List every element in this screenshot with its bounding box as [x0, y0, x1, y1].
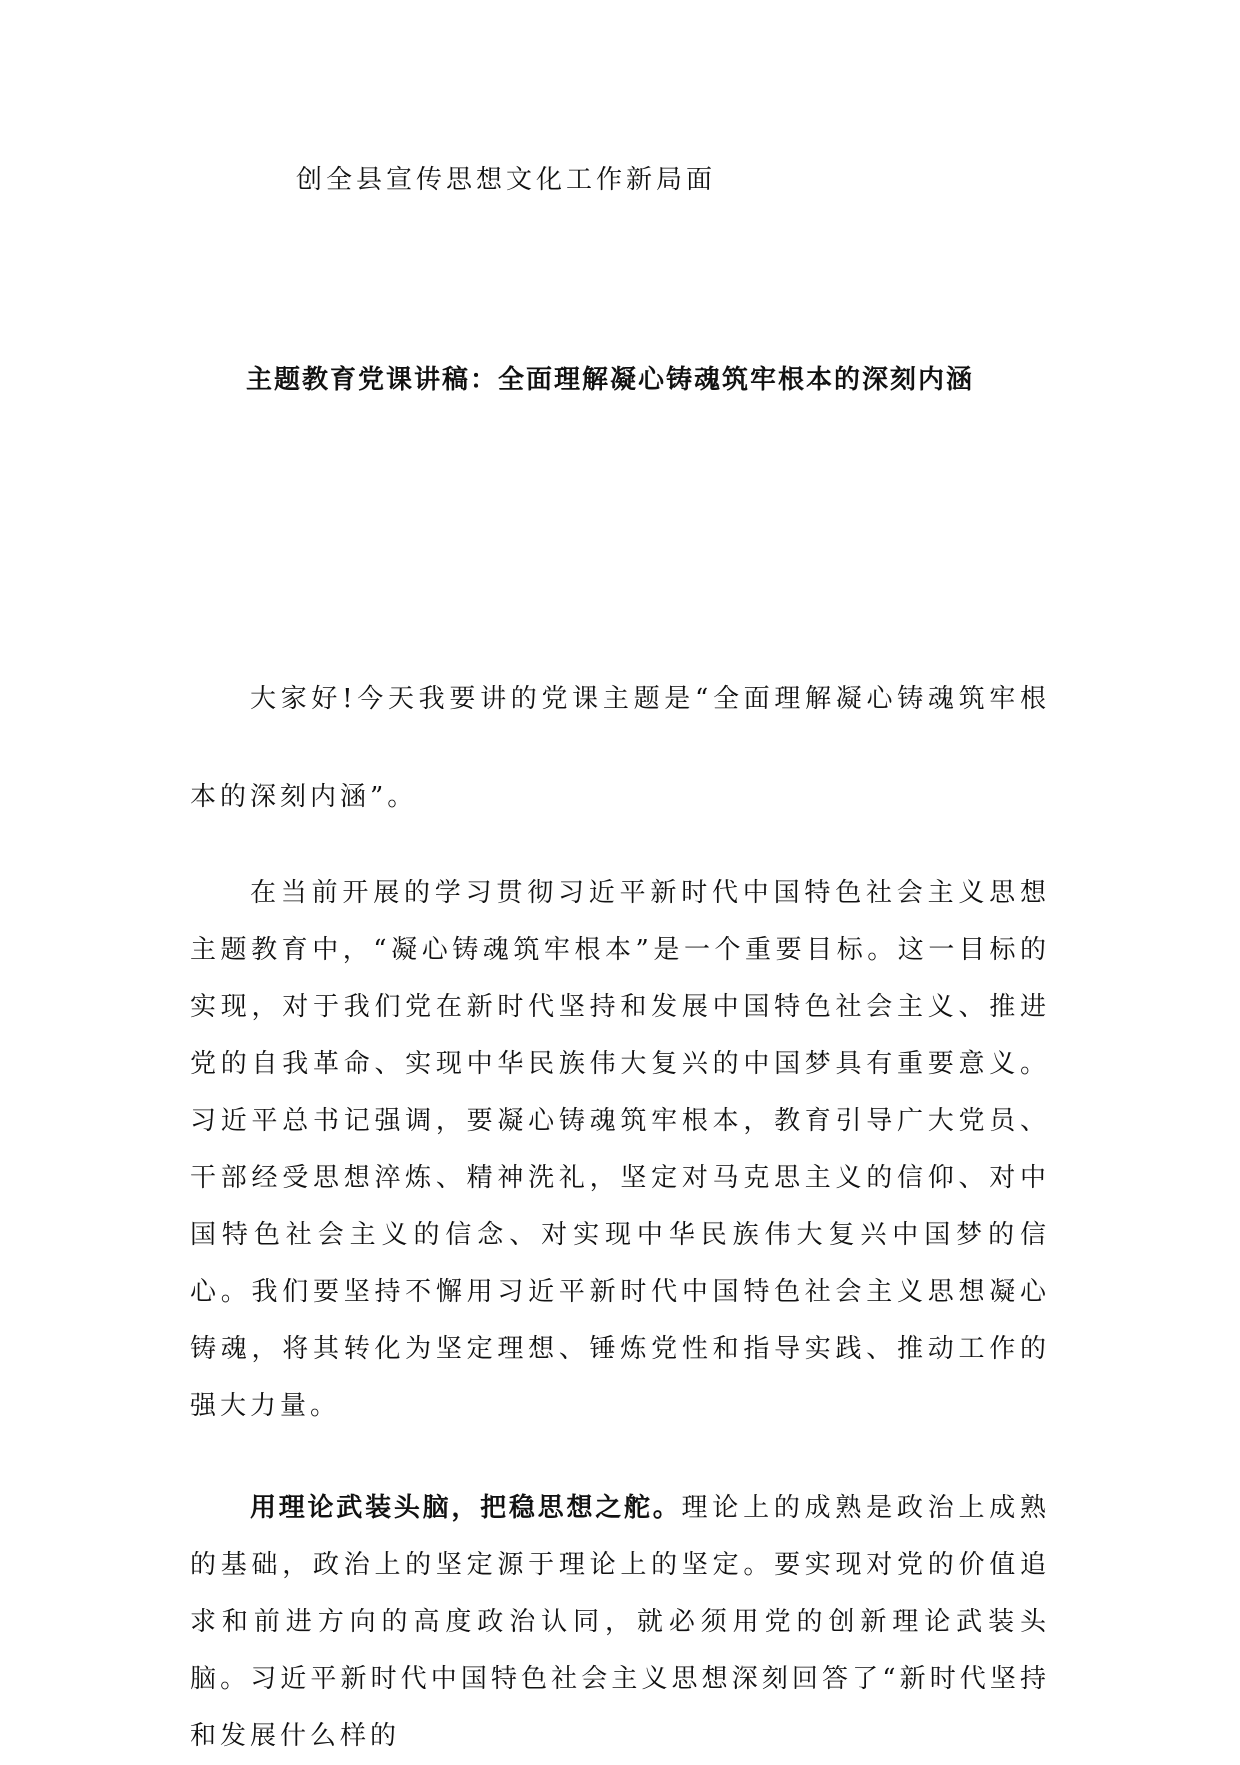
paragraph-theory — [190, 1480, 1050, 1765]
paragraph-theory-lead: 用理论武装头脑，把稳思想之舵。 — [250, 1493, 682, 1523]
paragraph-greeting — [190, 650, 1050, 846]
document-title: 主题教育党课讲稿：全面理解凝心铸魂筑牢根本的深刻内涵 — [246, 365, 975, 395]
paragraph-context — [190, 865, 1050, 1435]
paragraph-context-text: 在当前开展的学习贯彻习近平新时代中国特色社会主义思想主题教育中，“凝心铸魂筑牢根本”是一个重要目标。这一目标的实现，对于我们党在新时代坚持和发展中国特色社会主义、推进党的自我革命、实现中华民族伟大复兴的中国梦具有重要意义。习近平总书记强调，要凝心铸魂筑牢根本，教育引导广大党员、干部经受思想淬炼、精神洗礼，坚定对马克思主义的信仰、对中国特色社会主义的信念、对实现中华民族伟大复兴中国梦的信心。我们要坚持不懈用习近平新时代中国特色社会主义思想凝心铸魂，将其转化为坚定理想、锤炼党性和指导实践、推动工作的强大力量。 — [190, 878, 1050, 1421]
document-header-line: 创全县宣传思想文化工作新局面 — [296, 165, 717, 195]
paragraph-theory-text: 理论上的成熟是政治上成熟的基础，政治上的坚定源于理论上的坚定。要实现对党的价值追求和前进方向的高度政治认同，就必须用党的创新理论武装头脑。习近平新时代中国特色社会主义思想深刻回答了“新时代坚持和发展什么样的 — [190, 1493, 1050, 1751]
paragraph-greeting-text: 大家好!今天我要讲的党课主题是“全面理解凝心铸魂筑牢根本的深刻内涵”。 — [190, 684, 1050, 812]
